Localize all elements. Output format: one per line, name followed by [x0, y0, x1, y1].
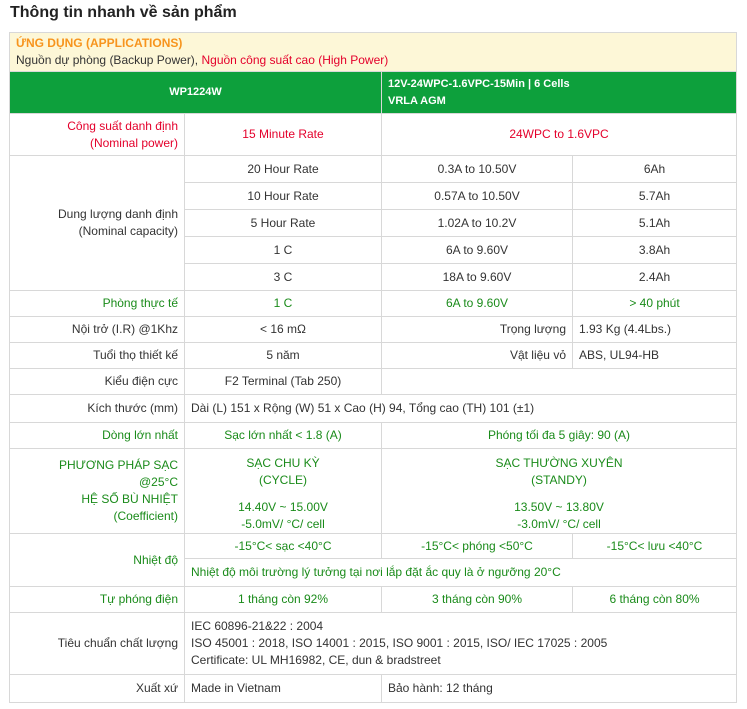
standards-label: Tiêu chuẩn chất lượng: [10, 613, 185, 675]
charging-label-1: PHƯƠNG PHÁP SẠC: [58, 458, 178, 472]
terminal-row: [10, 369, 737, 395]
real-test-label: Phòng thực tế: [10, 291, 185, 317]
app-backup: Nguồn dự phòng (Backup Power),: [16, 53, 199, 67]
nominal-power-label: [10, 114, 185, 156]
standards-line-1: IEC 60896-21&22 : 2004: [191, 619, 324, 633]
cycle-voltage: 14.40V ~ 15.00V: [238, 500, 328, 514]
capacity-rate: 5 Hour Rate: [185, 210, 382, 237]
page-title: Thông tin nhanh về sản phẩm: [10, 4, 237, 21]
charging-label-4: (Coefficient): [113, 509, 178, 523]
model-spec-line1: 12V-24WPC-1.6VPC-15Min | 6 Cells: [388, 77, 570, 90]
real-test-row: [10, 291, 737, 317]
self-discharge-row: [10, 587, 737, 613]
model-spec: [382, 72, 737, 114]
capacity-current: 6A to 9.60V: [382, 237, 573, 264]
standards-row: [10, 613, 737, 675]
capacity-value: 5.1Ah: [573, 210, 737, 237]
model-spec-line2: VRLA AGM: [388, 94, 446, 107]
capacity-rate: 1 C: [185, 237, 382, 264]
charging-label: [10, 449, 185, 534]
origin-row: [10, 675, 737, 703]
standby-sub: (STANDY): [531, 473, 587, 487]
temperature-row: [10, 534, 737, 559]
nominal-power-label-2: (Nominal power): [89, 135, 178, 150]
design-life-value: 5 năm: [185, 343, 382, 369]
max-charge: Sạc lớn nhất < 1.8 (A): [185, 423, 382, 449]
origin-value: Made in Vietnam: [185, 675, 382, 703]
max-current-label: Dòng lớn nhất: [10, 423, 185, 449]
max-discharge: Phóng tối đa 5 giây: 90 (A): [382, 423, 737, 449]
temp-charge: -15°C< sạc <40°C: [185, 534, 382, 559]
weight-label: Trọng lượng: [382, 317, 573, 343]
real-test-time: > 40 phút: [573, 291, 737, 317]
terminal-value: F2 Terminal (Tab 250): [185, 369, 382, 395]
nominal-power-row: [10, 114, 737, 156]
temp-discharge: -15°C< phóng <50°C: [382, 534, 573, 559]
weight-value: 1.93 Kg (4.4Lbs.): [573, 317, 737, 343]
capacity-value: 2.4Ah: [573, 264, 737, 291]
capacity-rate: 3 C: [185, 264, 382, 291]
capacity-current: 18A to 9.60V: [382, 264, 573, 291]
capacity-current: 0.3A to 10.50V: [382, 156, 573, 183]
capacity-label: [10, 156, 185, 291]
resistance-label: Nội trở (I.R) @1Khz: [10, 317, 185, 343]
capacity-rate: 10 Hour Rate: [185, 183, 382, 210]
material-label: Vật liệu vỏ: [382, 343, 573, 369]
model-name: WP1224W: [10, 72, 382, 114]
spec-table: [9, 32, 737, 703]
cycle-coefficient: -5.0mV/ °C/ cell: [241, 517, 325, 531]
capacity-current: 0.57A to 10.50V: [382, 183, 573, 210]
standards-line-2: ISO 45001 : 2018, ISO 14001 : 2015, ISO 9001 : 2015, ISO/ IEC 17025 : 2005: [191, 636, 608, 650]
cycle-title: SẠC CHU KỲ: [246, 456, 320, 470]
charging-label-3: HỆ SỐ BÙ NHIỆT: [81, 492, 178, 506]
material-value: ABS, UL94-HB: [573, 343, 737, 369]
standby-charge-cell: [382, 449, 737, 534]
capacity-current: 1.02A to 10.2V: [382, 210, 573, 237]
charging-label-2: @25°C: [139, 475, 178, 489]
real-test-current: 6A to 9.60V: [382, 291, 573, 317]
temp-note: Nhiệt độ môi trường lý tưởng tại nơi lắp đặt ắc quy là ở ngưỡng 20°C: [185, 559, 737, 587]
capacity-row: [10, 156, 737, 183]
self-discharge-3m: 3 tháng còn 90%: [382, 587, 573, 613]
dimensions-value: Dài (L) 151 x Rộng (W) 51 x Cao (H) 94, Tổng cao (TH) 101 (±1): [185, 395, 737, 423]
standby-coefficient: -3.0mV/ °C/ cell: [517, 517, 601, 531]
terminal-empty: [382, 369, 737, 395]
standards-value: [185, 613, 737, 675]
origin-label: Xuất xứ: [10, 675, 185, 703]
design-life-row: [10, 343, 737, 369]
dimensions-label: Kích thước (mm): [10, 395, 185, 423]
nominal-power-rate: 15 Minute Rate: [185, 114, 382, 156]
app-high-power: Nguồn công suất cao (High Power): [201, 53, 389, 67]
resistance-value: < 16 mΩ: [185, 317, 382, 343]
nominal-power-label-1: Công suất danh định: [67, 118, 178, 133]
standards-line-3: Certificate: UL MH16982, CE, dun & bradstreet: [191, 653, 441, 667]
applications-row: [10, 33, 737, 72]
self-discharge-1m: 1 tháng còn 92%: [185, 587, 382, 613]
resistance-row: [10, 317, 737, 343]
capacity-value: 6Ah: [573, 156, 737, 183]
design-life-label: Tuổi thọ thiết kế: [10, 343, 185, 369]
self-discharge-label: Tự phóng điện: [10, 587, 185, 613]
standby-title: SẠC THƯỜNG XUYÊN: [495, 456, 623, 470]
capacity-label-2: (Nominal capacity): [78, 224, 178, 238]
temperature-label: Nhiệt độ: [10, 534, 185, 587]
applications-cell: [10, 33, 737, 72]
warranty-value: Bảo hành: 12 tháng: [382, 675, 737, 703]
charging-row: [10, 449, 737, 534]
applications-heading: ỨNG DỤNG (APPLICATIONS): [16, 36, 183, 50]
nominal-power-value: 24WPC to 1.6VPC: [382, 114, 737, 156]
cycle-charge-cell: [185, 449, 382, 534]
dimensions-row: [10, 395, 737, 423]
self-discharge-6m: 6 tháng còn 80%: [573, 587, 737, 613]
header-row: [10, 72, 737, 114]
capacity-label-1: Dung lượng danh định: [58, 207, 178, 221]
real-test-rate: 1 C: [185, 291, 382, 317]
temp-storage: -15°C< lưu <40°C: [573, 534, 737, 559]
standby-voltage: 13.50V ~ 13.80V: [514, 500, 604, 514]
cycle-sub: (CYCLE): [258, 473, 307, 487]
max-current-row: [10, 423, 737, 449]
capacity-value: 3.8Ah: [573, 237, 737, 264]
terminal-label: Kiểu điện cực: [10, 369, 185, 395]
capacity-value: 5.7Ah: [573, 183, 737, 210]
capacity-rate: 20 Hour Rate: [185, 156, 382, 183]
